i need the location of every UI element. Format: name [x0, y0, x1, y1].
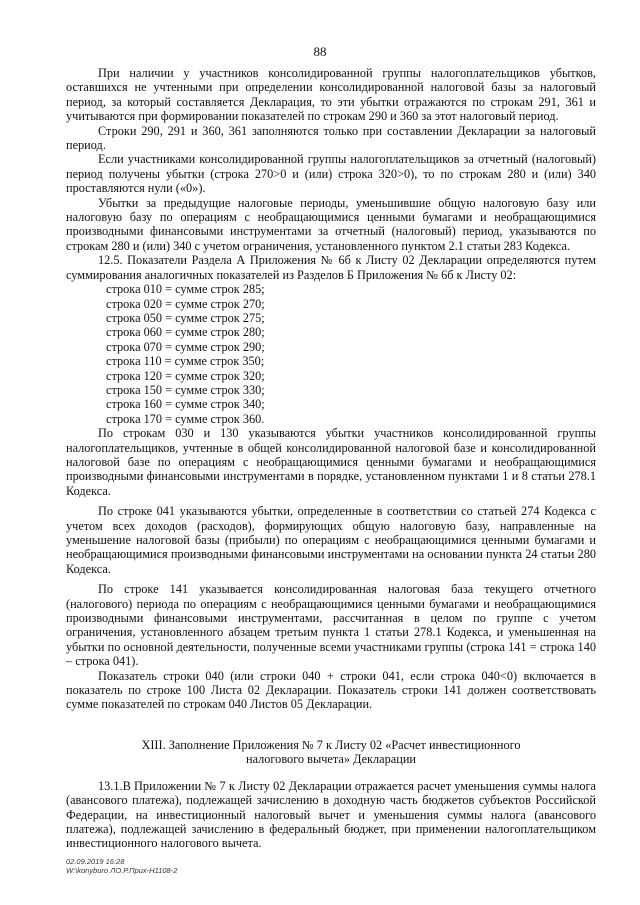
- footer-file-path: W:\konyburo ЛО.Р.Приx-Н1108-2: [66, 866, 178, 875]
- list-item: строка 160 = сумме строк 340;: [106, 397, 265, 412]
- paragraph-previous-period-losses: Убытки за предыдущие налоговые периоды, уменьшившие общую налоговую базу или налоговую базу по операциям с необращающимися ценными бумагами и необращающимися производными финансовыми инструментами за отчетный (налоговый) период, указываются по строкам 280 и (или) 340 с учетом ограничения, установленного пунктом 2.1 статьи 283 Кодекса.: [66, 195, 596, 253]
- section-heading-line-1: XIII. Заполнение Приложения № 7 к Листу 02 «Расчет инвестиционного: [141, 737, 521, 752]
- document-body: [66, 66, 596, 851]
- list-item: строка 150 = сумме строк 330;: [106, 382, 265, 397]
- paragraph-lines-030-130: По строкам 030 и 130 указываются убытки участников консолидированной группы налогоплательщиков, учтенные в общей консолидированной налоговой базе и консолидированной налоговой базе по операциям с необращающимися ценными бумагами и необращающимися производными финансовыми инструментами в порядке, установленном пунктами 1 и 8 статьи 278.1 Кодекса.: [66, 426, 596, 498]
- footer-timestamp: 02.09.2019 16:28: [66, 857, 125, 866]
- paragraph-line-040: Показатель строки 040 (или строки 040 + строки 041, если строка 040<0) включается в показатель по строке 100 Листа 02 Декларации. Показатель строки 141 должен соответствовать сумме показателей по строкам 040 Листов 05 Декларации.: [66, 668, 596, 712]
- footer-stamp: [66, 857, 177, 875]
- list-item: строка 010 = сумме строк 285;: [106, 282, 265, 297]
- list-item: строка 170 = сумме строк 360.: [106, 411, 265, 426]
- list-item: строка 060 = сумме строк 280;: [106, 325, 265, 340]
- page-number: 88: [313, 44, 327, 59]
- paragraph-section-13-1: 13.1.В Приложении № 7 к Листу 02 Декларации отражается расчет уменьшения суммы налога (авансового платежа), подлежащей зачислению в доходную часть бюджетов субъектов Российской Федерации, на инвестиционный налоговый вычет и уменьшения суммы налога (авансового платежа), подлежащей зачислению в федеральный бюджет, при применении налогоплательщиком инвестиционного налогового вычета.: [66, 778, 596, 851]
- paragraph-lines-filled-for-tax-period: Строки 290, 291 и 360, 361 заполняются только при составлении Декларации за налоговый период.: [66, 123, 596, 153]
- paragraph-unaccounted-losses: При наличии у участников консолидированной группы налогоплательщиков убытков, оставшихся не учтенными при определении консолидированной налоговой базы за налоговый период, за который составляется Декларация, то эти убытки отражаются по строкам 291, 361 и учитываются при формировании показателей по строкам 290 и 360 за этот налоговый период.: [66, 66, 596, 124]
- list-item: строка 020 = сумме строк 270;: [106, 296, 265, 311]
- list-item: строка 120 = сумме строк 320;: [106, 368, 265, 383]
- paragraph-section-12-5: 12.5. Показатели Раздела А Приложения № 6б к Листу 02 Декларации определяются путем суммирования аналогичных показателей из Разделов Б Приложения № 6б к Листу 02:: [66, 253, 596, 282]
- sum-rules-list: [66, 282, 596, 426]
- section-heading: [66, 738, 596, 767]
- paragraph-line-141: По строке 141 указывается консолидированная налоговая база текущего отчетного (налогового) периода по операциям с необращающимися ценными бумагами и необращающимися производными финансовыми инструментами, рассчитанная в целом по группе с учетом ограничения, установленного абзацем третьим пункта 1 статьи 278.1 Кодекса, и уменьшенная на убытки по основной деятельности, полученные всеми участниками группы (строка 141 = строка 140 – строка 041).: [66, 582, 596, 669]
- list-item: строка 050 = сумме строк 275;: [106, 310, 265, 325]
- list-item: строка 110 = сумме строк 350;: [106, 354, 265, 369]
- list-item: строка 070 = сумме строк 290;: [106, 339, 265, 354]
- section-heading-line-2: налогового вычета» Декларации: [246, 752, 416, 767]
- paragraph-line-041: По строке 041 указываются убытки, определенные в соответствии со статьей 274 Кодекса с учетом всех доходов (расходов), формирующих общую налоговую базу, направленные на уменьшение налоговой базы (прибыли) по операциям с необращающимися ценными бумагами и необращающимися производными финансовыми инструментами на основании пункта 24 статьи 280 Кодекса.: [66, 504, 596, 576]
- paragraph-zeros-on-losses: Если участниками консолидированной группы налогоплательщиков за отчетный (налоговый) период получены убытки (строка 270>0 и (или) строка 320>0), то по строкам 280 и (или) 340 проставляются нули («0»).: [66, 152, 596, 196]
